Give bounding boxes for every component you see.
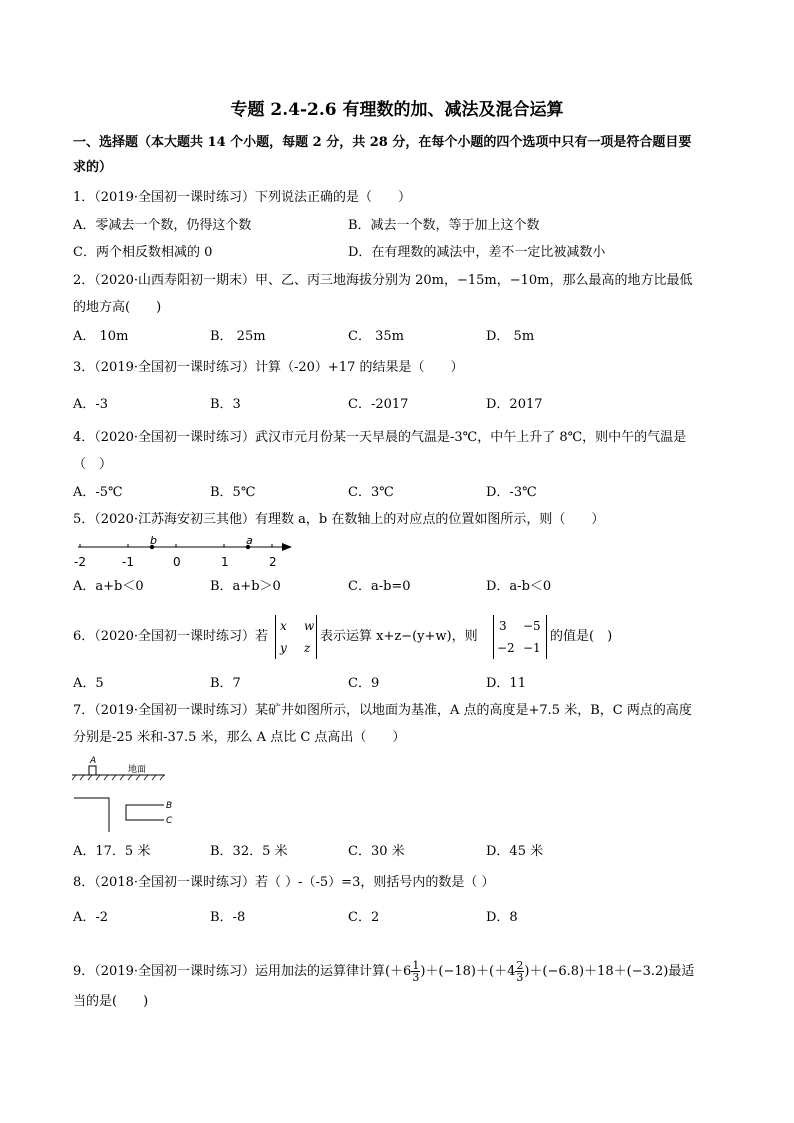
q9-prefix: 9．（2019·全国初一课时练习）运用加法的运算律计算(＋6 xyxy=(73,964,412,979)
q6-prefix: 6．（2020·全国初一课时练习）若 xyxy=(73,629,268,644)
number-line-figure xyxy=(70,534,310,572)
axis-tick-label: -2 xyxy=(74,555,86,569)
q6-option-c: C．9 xyxy=(348,676,380,691)
q6-option-b: B．7 xyxy=(210,676,241,691)
q8-option-c: C．2 xyxy=(348,910,380,925)
q5-stem: 5．（2020·江苏海安初三其他）有理数 a，b 在数轴上的对应点的位置如图所示，则（ ） xyxy=(73,512,605,527)
page-title: 专题 2.4-2.6 有理数的加、减法及混合运算 xyxy=(230,100,564,120)
q7-stem-line2: 分别是-25 米和-37.5 米，那么 A 点比 C 点高出（ ） xyxy=(73,730,406,745)
axis-tick-label: 1 xyxy=(221,555,229,569)
q8-option-d: D．8 xyxy=(486,910,518,925)
fraction-numerator: 1 xyxy=(412,959,420,972)
q3-option-c: C．-2017 xyxy=(348,397,409,412)
q2-option-c: C． 35m xyxy=(348,329,404,344)
q1-option-d: D．在有理数的减法中，差不一定比被减数小 xyxy=(348,245,606,260)
q5-option-d: D．a-b＜0 xyxy=(486,579,552,594)
matrix-neg5: −5 xyxy=(523,619,541,633)
q9-stem-line2: 当的是( ) xyxy=(73,994,149,1009)
fraction-numerator: 2 xyxy=(516,959,524,972)
q4-stem-line2: （ ） xyxy=(73,457,113,472)
matrix-3: 3 xyxy=(499,619,507,633)
q7-stem-line1: 7．（2019·全国初一课时练习）某矿井如图所示，以地面为基准，A 点的高度是+7.5 米，B，C 两点的高度 xyxy=(73,703,692,718)
q2-stem-line1: 2．（2020·山西寿阳初一期末）甲、乙、丙三地海拔分别为 20m，−15m，−10m，那么最高的地方比最低 xyxy=(73,273,693,288)
axis-tick-label: -1 xyxy=(122,555,134,569)
fraction-1-3 xyxy=(411,960,420,983)
q1-option-a: A．零减去一个数，仍得这个数 xyxy=(73,218,252,233)
matrix-neg1: −1 xyxy=(523,641,541,655)
q1-option-c: C．两个相反数相减的 0 xyxy=(73,245,213,260)
q6-option-a: A．5 xyxy=(73,676,104,691)
q4-stem-line1: 4．（2020·全国初一课时练习）武汉市元月份某一天早晨的气温是-3℃，中午上升了 8℃，则中午的气温是 xyxy=(73,430,687,445)
q2-option-a: A． 10m xyxy=(73,329,129,344)
q3-option-b: B．3 xyxy=(210,397,241,412)
fraction-denominator: 3 xyxy=(516,971,524,984)
fraction-denominator: 3 xyxy=(412,971,420,984)
q7-option-c: C．30 米 xyxy=(348,844,405,859)
section-heading-line2: 求的） xyxy=(73,160,113,175)
point-b-label: b xyxy=(150,534,157,547)
q1-stem: 1．（2019·全国初一课时练习）下列说法正确的是（ ） xyxy=(73,190,411,205)
q5-option-a: A．a+b＜0 xyxy=(73,579,144,594)
q2-option-d: D． 5m xyxy=(486,329,535,344)
matrix-w: w xyxy=(304,619,315,633)
q8-stem: 8．（2018·全国初一课时练习）若（ ）-（-5）=3，则括号内的数是（ ） xyxy=(73,875,495,890)
label-c: C xyxy=(166,816,173,826)
q8-option-b: B．-8 xyxy=(210,910,246,925)
label-ground: 地面 xyxy=(128,765,147,775)
q4-option-d: D．-3℃ xyxy=(486,485,537,500)
q4-option-c: C．3℃ xyxy=(348,485,394,500)
q5-option-c: C．a-b=0 xyxy=(348,579,411,594)
q1-option-b: B．减去一个数，等于加上这个数 xyxy=(348,218,540,233)
q3-option-a: A．-3 xyxy=(73,397,109,412)
q9-stem-line1 xyxy=(73,954,694,990)
q5-option-b: B．a+b＞0 xyxy=(210,579,281,594)
q9-middle: )＋(−18)＋(＋4 xyxy=(420,964,516,979)
axis-tick-label: 2 xyxy=(269,555,277,569)
section-heading-line1: 一、选择题（本大题共 14 个小题，每题 2 分，共 28 分，在每个小题的四个选项中只有一项是符合题目要 xyxy=(73,135,692,150)
matrix-numbers xyxy=(493,615,547,659)
point-a-label: a xyxy=(246,534,253,547)
label-a: A xyxy=(90,756,97,766)
q3-stem: 3．（2019·全国初一课时练习）计算（-20）+17 的结果是（ ） xyxy=(73,360,464,375)
axis-tick-label: 0 xyxy=(173,555,181,569)
q7-option-a: A．17．5 米 xyxy=(73,844,151,859)
q2-stem-line2: 的地方高( ) xyxy=(73,300,162,315)
mine-shaft-figure xyxy=(70,752,190,836)
q6-option-d: D．11 xyxy=(486,676,526,691)
label-b: B xyxy=(166,801,173,811)
q9-suffix: )＋(−6.8)＋18＋(−3.2)最适 xyxy=(524,964,695,979)
q4-option-b: B．5℃ xyxy=(210,485,256,500)
q4-option-a: A．-5℃ xyxy=(73,485,123,500)
q8-option-a: A．-2 xyxy=(73,910,109,925)
q7-option-b: B．32．5 米 xyxy=(210,844,288,859)
q2-option-b: B． 25m xyxy=(210,329,266,344)
q7-option-d: D．45 米 xyxy=(486,844,544,859)
q3-option-d: D．2017 xyxy=(486,397,543,412)
matrix-xyzw xyxy=(275,615,317,659)
q6-suffix: 的值是( ) xyxy=(550,629,613,644)
matrix-y: y xyxy=(280,641,287,655)
matrix-z: z xyxy=(304,641,311,655)
fraction-2-3 xyxy=(515,960,524,983)
matrix-x: x xyxy=(280,619,287,633)
q6-middle: 表示运算 x+z−(y+w)，则 xyxy=(320,629,478,644)
matrix-neg2: −2 xyxy=(497,641,515,655)
